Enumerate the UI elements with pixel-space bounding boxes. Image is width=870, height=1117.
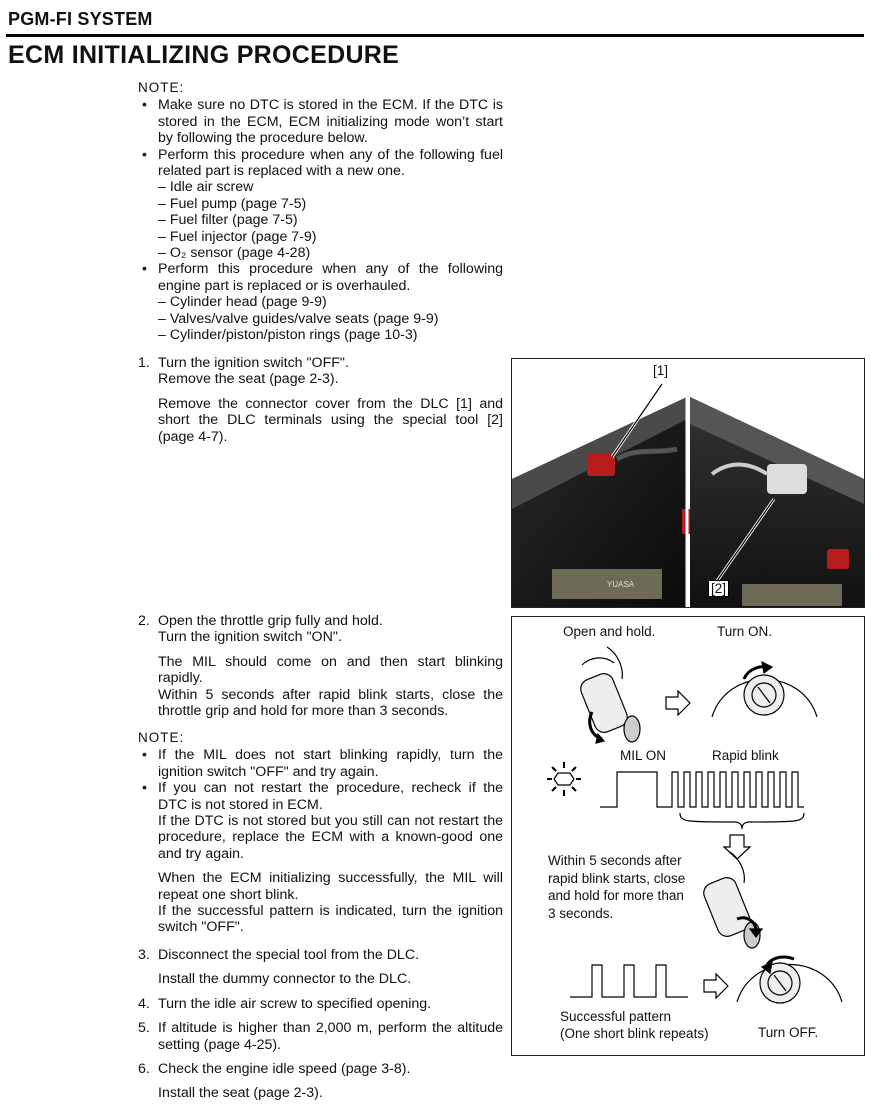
procedure-diagram bbox=[511, 616, 865, 1056]
step-text: Within 5 seconds after rapid blink starts, close the throttle grip and hold for more than 3 seconds. bbox=[158, 686, 503, 720]
step-1 bbox=[138, 355, 503, 445]
within-5s-label: Within 5 seconds after rapid blink starts, close and hold for more than 3 seconds. bbox=[548, 853, 686, 921]
note-bullet: • Perform this procedure when any of the following engine part is replaced or is overhauled. bbox=[142, 261, 503, 294]
note-bullet: • If you can not restart the procedure, recheck if the DTC is not stored in ECM. bbox=[142, 780, 503, 813]
list-item: – Fuel injector (page 7-9) bbox=[158, 228, 317, 245]
step-2 bbox=[138, 613, 503, 719]
list-item: – Fuel pump (page 7-5) bbox=[158, 195, 307, 212]
list-item: – Fuel filter (page 7-5) bbox=[158, 212, 298, 229]
mil-on-label: MIL ON bbox=[620, 748, 667, 763]
step-text: Install the dummy connector to the DLC. bbox=[158, 971, 412, 988]
special-tool bbox=[767, 464, 807, 494]
step-text: Install the seat (page 2-3). bbox=[158, 1085, 323, 1102]
turn-off-label: Turn OFF. bbox=[758, 1025, 819, 1040]
note-block-1 bbox=[138, 80, 503, 344]
brace bbox=[680, 813, 804, 829]
dlc-cover bbox=[587, 454, 615, 476]
note-text: If the DTC is not stored but you still can not restart the procedure, replace the ECM with a known-good one and try again. bbox=[158, 813, 503, 862]
list-item: – Idle air screw bbox=[158, 179, 254, 196]
diagram-graphics bbox=[512, 617, 864, 1055]
rapid-blink-label: Rapid blink bbox=[712, 748, 779, 763]
note-block-2 bbox=[138, 730, 503, 936]
step-text: Remove the connector cover from the DLC [1] and short the DLC terminals using the special tool [2] (page 4-7). bbox=[158, 395, 503, 445]
dlc-photo-image bbox=[512, 359, 864, 607]
note-heading: NOTE: bbox=[138, 730, 185, 745]
step-text: Turn the ignition switch "ON". bbox=[158, 629, 342, 646]
step-text: Remove the seat (page 2-3). bbox=[158, 371, 339, 388]
successful-pattern-label: Successful pattern (One short blink repeats) bbox=[560, 1009, 709, 1041]
step-text: The MIL should come on and then start blinking rapidly. bbox=[158, 653, 503, 687]
list-item: – Valves/valve guides/valve seats (page 9-9) bbox=[158, 310, 439, 327]
success-waveform bbox=[570, 965, 688, 997]
list-item: – Cylinder head (page 9-9) bbox=[158, 294, 327, 311]
arrow-right-icon bbox=[666, 691, 690, 715]
list-item: – O₂ sensor (page 4-28) bbox=[158, 245, 311, 262]
header-rule bbox=[6, 34, 864, 37]
section-title: PGM-FI SYSTEM bbox=[8, 9, 153, 29]
page-title: ECM INITIALIZING PROCEDURE bbox=[8, 41, 400, 69]
ignition-switch-icon bbox=[712, 662, 817, 717]
mil-lamp-icon bbox=[547, 762, 581, 796]
note-bullet: • Perform this procedure when any of the following fuel related part is replaced with a new one. bbox=[142, 146, 503, 180]
turn-on-label: Turn ON. bbox=[717, 624, 773, 639]
step-text: 3. Disconnect the special tool from the DLC. bbox=[138, 947, 420, 963]
arrow-down-icon bbox=[724, 835, 750, 859]
throttle-grip-closed-icon bbox=[701, 852, 762, 948]
dlc-photo bbox=[511, 358, 865, 608]
note-bullet: • Make sure no DTC is stored in the ECM. If the DTC is stored in the ECM, ECM initializing mode won’t start by following the procedure below. bbox=[142, 97, 503, 147]
note-text: If the successful pattern is indicated, turn the ignition switch "OFF". bbox=[158, 903, 503, 936]
arrow-right-icon bbox=[704, 974, 728, 998]
throttle-grip-icon bbox=[578, 647, 640, 743]
steps-3-6 bbox=[138, 947, 503, 1102]
mil-waveform bbox=[600, 772, 804, 807]
step-text: 6. Check the engine idle speed (page 3-8). bbox=[138, 1061, 411, 1078]
battery-brand: YUASA bbox=[607, 580, 635, 589]
note-heading: NOTE: bbox=[138, 80, 185, 95]
note-bullet: • If the MIL does not start blinking rapidly, turn the ignition switch "OFF" and try again. bbox=[142, 747, 503, 780]
callout-2: [2] bbox=[708, 580, 729, 597]
note-text: When the ECM initializing successfully, the MIL will repeat one short blink. bbox=[158, 870, 503, 903]
step-text: 5. If altitude is higher than 2,000 m, perform the altitude setting (page 4-25). bbox=[138, 1020, 503, 1053]
ignition-switch-off-icon bbox=[737, 957, 842, 1003]
open-hold-label: Open and hold. bbox=[563, 624, 656, 639]
step-text: 1. Turn the ignition switch "OFF". bbox=[138, 355, 349, 371]
list-item: – Cylinder/piston/piston rings (page 10-3) bbox=[158, 327, 418, 344]
callout-1: [1] bbox=[653, 363, 669, 378]
step-text: 2. Open the throttle grip fully and hold. bbox=[138, 613, 383, 629]
step-text: 4. Turn the idle air screw to specified opening. bbox=[138, 995, 432, 1012]
